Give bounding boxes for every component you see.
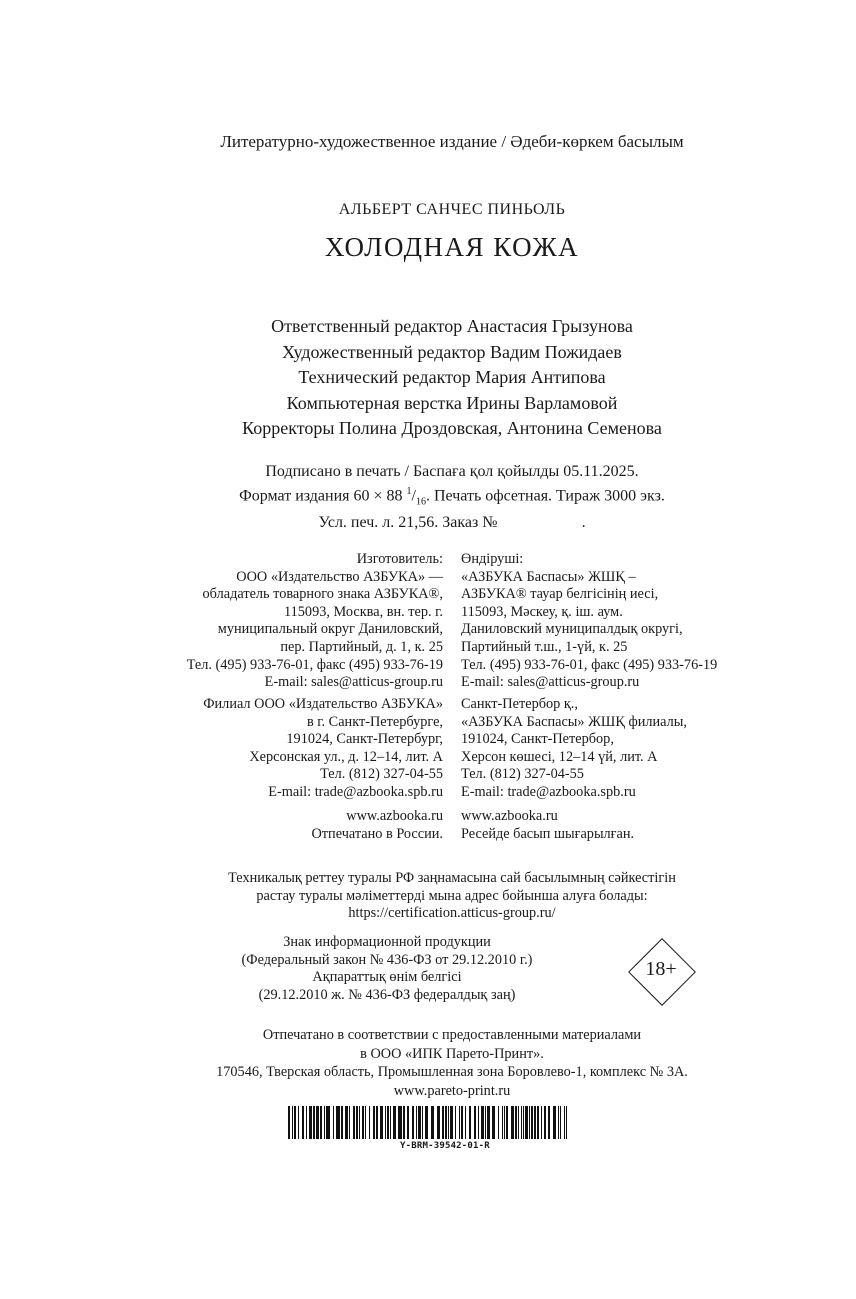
editors-list	[0, 314, 856, 442]
line: муниципальный округ Даниловский,	[217, 621, 443, 638]
line: Ресейде басып шығарылған.	[461, 825, 635, 842]
signed-date: Подписано в печать / Баспаға қол қойылды 05.11.2025.	[265, 463, 639, 480]
barcode-bar	[362, 1106, 364, 1139]
editor-line: Корректоры Полина Дроздовская, Антонина Семенова	[242, 418, 662, 438]
barcode-bar	[566, 1106, 567, 1139]
edition-type: Литературно-художественное издание / Әдеби-көркем басылым	[220, 132, 684, 151]
barcode-bar	[380, 1106, 383, 1139]
barcode-bar	[504, 1106, 505, 1139]
barcode-bar	[341, 1106, 343, 1139]
line: в г. Санкт-Петербурге,	[306, 713, 443, 730]
barcode-bar	[518, 1106, 519, 1139]
line: 191024, Санкт-Петербург,	[286, 731, 443, 748]
barcode-bar	[369, 1106, 370, 1139]
barcode-bar	[481, 1106, 484, 1139]
line: Херсон көшесі, 12–14 үй, лит. А	[461, 748, 658, 765]
line: Знак информационной продукции	[283, 934, 491, 950]
format-suffix: . Печать офсетная. Тираж 3000 экз.	[425, 487, 665, 505]
barcode-bar	[336, 1106, 340, 1139]
line: растау туралы мәліметтерді мына адрес бойынша алуға болады:	[256, 887, 648, 904]
barcode-bar	[448, 1106, 449, 1139]
barcode-bar	[387, 1106, 389, 1139]
barcode-bar	[487, 1106, 490, 1139]
manufacturer-kz	[461, 551, 717, 692]
barcode-bar	[359, 1106, 360, 1139]
barcode-bar	[506, 1106, 508, 1139]
order-end: .	[581, 513, 586, 531]
manufacturer-ru	[187, 551, 443, 692]
barcode-label: Y-BRM-39542-01-R	[400, 1141, 490, 1151]
line: Тел. (812) 327-04-55	[320, 766, 443, 783]
line: Филиал ООО «Издательство АЗБУКА»	[203, 696, 443, 712]
barcode-bar	[385, 1106, 386, 1139]
line: Санкт-Петербор қ.,	[461, 696, 578, 712]
editor-line: Компьютерная верстка Ирины Варламовой	[286, 392, 618, 413]
barcode-bar	[564, 1106, 565, 1139]
barcode-bar	[407, 1106, 409, 1139]
line: обладатель товарного знака АЗБУКА®,	[202, 586, 443, 603]
age-rating-badge	[628, 938, 694, 1004]
barcode-bar	[553, 1106, 556, 1139]
line: Изготовитель:	[356, 551, 443, 567]
website-link[interactable]: www.azbooka.ru	[346, 808, 443, 824]
barcode-bar	[461, 1106, 463, 1139]
website-link[interactable]: www.azbooka.ru	[461, 808, 558, 824]
line: Херсонская ул., д. 12–14, лит. А	[249, 748, 443, 765]
line: Отпечатано в России.	[311, 825, 443, 842]
author-name: АЛЬБЕРТ САНЧЕС ПИНЬОЛЬ	[338, 201, 566, 218]
barcode-bar	[326, 1106, 330, 1139]
book-title: ХОЛОДНАЯ КОЖА	[324, 232, 580, 262]
barcode-bar	[521, 1106, 522, 1139]
line: (Федеральный закон № 436-ФЗ от 29.12.2010 г.)	[241, 951, 533, 968]
barcode-bar	[393, 1106, 396, 1139]
line: в ООО «ИПК Парето-Принт».	[360, 1045, 544, 1062]
barcode-bar	[349, 1106, 350, 1139]
barcode-bar	[418, 1106, 421, 1139]
barcode-bar	[320, 1106, 322, 1139]
line: пер. Партийный, д. 1, к. 25	[280, 638, 443, 655]
line: 191024, Санкт-Петербор,	[461, 731, 614, 748]
line: E-mail: trade@azbooka.spb.ru	[461, 783, 636, 800]
printer-website[interactable]: www.pareto-print.ru	[393, 1082, 511, 1099]
barcode-bar	[288, 1106, 290, 1139]
barcode-bar	[465, 1106, 466, 1139]
barcode-bar	[492, 1106, 495, 1139]
line: Отпечатано в соответствии с предоставленными материалами	[262, 1027, 642, 1043]
line: 115093, Москва, вн. тер. г.	[284, 603, 443, 620]
line: Өндіруші:	[461, 551, 524, 567]
barcode-bar	[498, 1106, 499, 1139]
line: Ақпараттық өнім белгісі	[312, 969, 462, 986]
line: Партийный т.ш., 1-үй, к. 25	[461, 638, 628, 655]
barcode-bar	[541, 1106, 542, 1139]
line: (29.12.2010 ж. № 436-ФЗ федералдық заң)	[258, 986, 516, 1003]
line: E-mail: sales@atticus-group.ru	[461, 674, 640, 691]
age-rating: 18+	[645, 958, 677, 980]
line: Техникалық реттеу туралы РФ заңнамасына сай басылымның сәйкестігін	[228, 870, 676, 886]
barcode-bar	[431, 1106, 434, 1139]
barcode-bar	[302, 1106, 304, 1139]
line: Тел. (495) 933-76-01, факс (495) 933-76-19	[461, 656, 718, 673]
line: Даниловский муниципалдық округі,	[461, 621, 683, 638]
barcode-bar	[353, 1106, 355, 1139]
barcode-bar	[365, 1106, 366, 1139]
barcode-bar	[558, 1106, 559, 1139]
format-line: Формат издания 60 × 88 $^1/_{16}$. Печать офсетная. Тираж 3000 экз.	[239, 486, 665, 508]
barcode-bar	[390, 1106, 391, 1139]
sheets: Усл. печ. л. 21,56. Заказ №	[318, 513, 498, 531]
barcode-bar	[485, 1106, 486, 1139]
barcode-bar	[548, 1106, 550, 1139]
barcode-bar	[502, 1106, 503, 1139]
barcode-bar	[403, 1106, 405, 1139]
barcode-bar	[292, 1106, 293, 1139]
barcode-bar	[534, 1106, 536, 1139]
barcode-bar	[373, 1106, 375, 1139]
barcode-bar	[523, 1106, 524, 1139]
line: АЗБУКА® тауар белгісінің иесі,	[461, 586, 659, 603]
barcode-bar	[450, 1106, 453, 1139]
info-sign	[0, 934, 856, 1004]
line: «АЗБУКА Баспасы» ЖШҚ филиалы,	[461, 713, 687, 730]
barcode-bar	[474, 1106, 476, 1139]
barcode-bar	[531, 1106, 533, 1139]
barcode-bar	[309, 1106, 312, 1139]
line: 115093, Мәскеу, қ. іш. аум.	[461, 603, 623, 620]
barcode-bar	[356, 1106, 358, 1139]
barcode-bar	[459, 1106, 460, 1139]
barcode-bar	[529, 1106, 530, 1139]
line: E-mail: sales@atticus-group.ru	[264, 674, 443, 691]
barcode-bar	[416, 1106, 417, 1139]
barcode-bar	[306, 1106, 307, 1139]
imprint	[0, 462, 856, 533]
web-ru	[311, 808, 443, 843]
barcode-bar	[537, 1106, 539, 1139]
barcode-bar	[515, 1106, 517, 1139]
barcode-bar	[422, 1106, 423, 1139]
barcode-bar	[398, 1106, 402, 1139]
barcode-bar	[442, 1106, 444, 1139]
branch-kz	[461, 696, 687, 802]
branch-ru	[203, 696, 443, 802]
barcode-bar	[316, 1106, 319, 1139]
barcode-bar	[294, 1106, 296, 1139]
format-num: 1	[406, 486, 412, 497]
barcode-bar	[324, 1106, 325, 1139]
editor-line: Художественный редактор Вадим Пожидаев	[282, 341, 622, 362]
line: E-mail: trade@azbooka.spb.ru	[268, 783, 443, 800]
web-kz	[461, 808, 634, 843]
editor-line: Ответственный редактор Анастасия Грызунова	[271, 316, 633, 336]
line: ООО «Издательство АЗБУКА» —	[236, 568, 443, 585]
barcode-bar	[560, 1106, 561, 1139]
line: 170546, Тверская область, Промышленная зона Боровлево-1, комплекс № 3А.	[216, 1064, 688, 1080]
barcode-bar	[437, 1106, 440, 1139]
barcode-bar	[425, 1106, 428, 1139]
editor-line: Технический редактор Мария Антипова	[298, 367, 606, 387]
barcode-bar	[445, 1106, 447, 1139]
barcode-bar	[376, 1106, 378, 1139]
line: Тел. (495) 933-76-01, факс (495) 933-76-19	[186, 656, 443, 673]
barcode	[288, 1106, 571, 1139]
barcode-bar	[455, 1106, 456, 1139]
format-den: 16	[415, 496, 426, 508]
barcode-bar	[333, 1106, 334, 1139]
certification-note	[0, 870, 856, 923]
barcode-bar	[544, 1106, 546, 1139]
barcode-bar	[412, 1106, 414, 1139]
barcode-bar	[511, 1106, 514, 1139]
barcode-bar	[469, 1106, 471, 1139]
certification-link[interactable]: https://certification.atticus-group.ru/	[348, 905, 556, 922]
barcode-bar	[345, 1106, 348, 1139]
barcode-bar	[298, 1106, 299, 1139]
sheets-line	[0, 513, 856, 533]
barcode-bar	[313, 1106, 315, 1139]
format-prefix: Формат издания 60 × 88	[239, 487, 407, 505]
barcode-bar	[525, 1106, 528, 1139]
barcode-bar	[478, 1106, 479, 1139]
printer-info	[0, 1026, 856, 1100]
line: Тел. (812) 327-04-55	[461, 766, 584, 783]
line: «АЗБУКА Баспасы» ЖШҚ –	[461, 568, 636, 585]
